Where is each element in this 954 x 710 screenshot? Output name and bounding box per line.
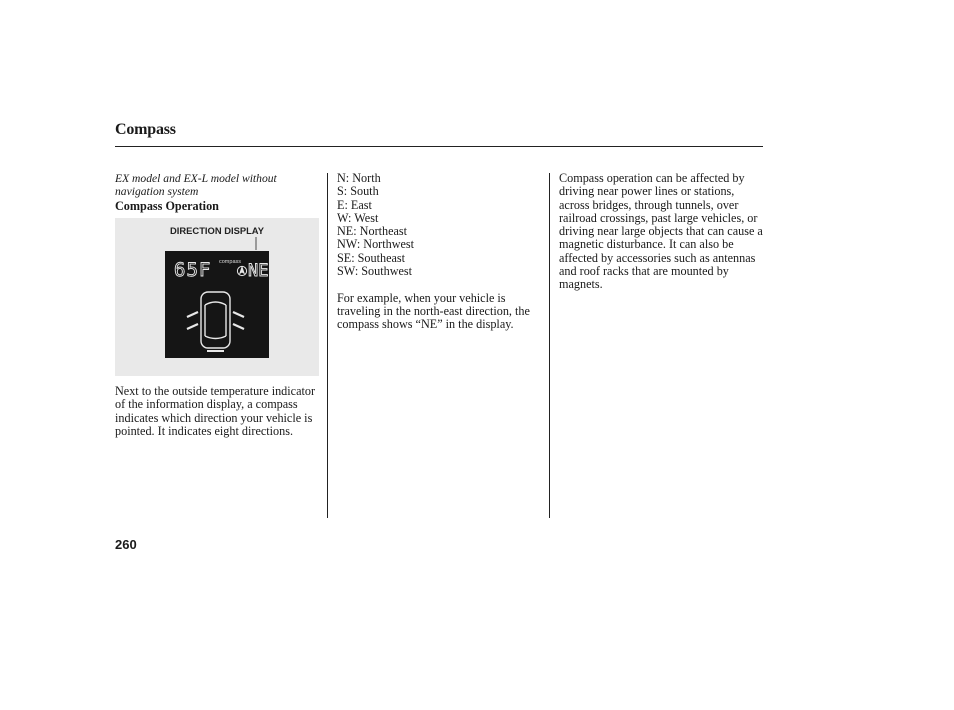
- temperature-readout: 65F: [174, 259, 212, 281]
- direction-item: SW: Southwest: [337, 264, 413, 279]
- body-paragraph: Next to the outside temperature indicator of the information display, a compass indicates which direction your vehicle is pointed. It indicates eight directions.: [115, 384, 316, 438]
- title-rule: [115, 146, 763, 147]
- column-1-top: [115, 172, 320, 213]
- page-title: Compass: [115, 121, 176, 138]
- figure-label: DIRECTION DISPLAY: [170, 225, 264, 236]
- direction-item: E: East: [337, 197, 372, 212]
- example-paragraph: For example, when your vehicle is traveling in the north-east direction, the compass shows “NE” in the display.: [337, 290, 530, 332]
- information-display: [165, 251, 269, 358]
- direction-item: N: North: [337, 171, 381, 185]
- column-1-body: [115, 385, 320, 438]
- direction-item: SE: Southeast: [337, 250, 406, 265]
- model-note: EX model and EX-L model without navigation system: [115, 172, 277, 199]
- direction-list: [337, 172, 542, 278]
- section-heading: Compass Operation: [115, 198, 219, 213]
- column-2: [337, 172, 542, 332]
- door-open-indicator-icon: [187, 312, 244, 329]
- direction-item: NE: Northeast: [337, 224, 408, 239]
- compass-needle-icon: [237, 266, 246, 276]
- direction-item: W: West: [337, 210, 379, 225]
- page-number: 260: [115, 537, 137, 552]
- direction-readout: NE: [248, 261, 269, 281]
- compass-label: compass: [219, 259, 242, 265]
- direction-item: NW: Northwest: [337, 237, 415, 252]
- direction-item: S: South: [337, 184, 379, 199]
- direction-display-figure: [115, 218, 319, 376]
- vehicle-outline-icon: [201, 292, 230, 351]
- interference-paragraph: Compass operation can be affected by driving near power lines or stations, across bridges, through tunnels, over railroad crossings, past large vehicles, or driving near large objects that can cause a magnetic disturbance. It can also be affected by accessories such as antennas and roof racks that are mounted by magnets.: [559, 171, 763, 292]
- column-divider-2: [549, 173, 550, 518]
- column-3: [559, 172, 763, 292]
- column-divider-1: [327, 173, 328, 518]
